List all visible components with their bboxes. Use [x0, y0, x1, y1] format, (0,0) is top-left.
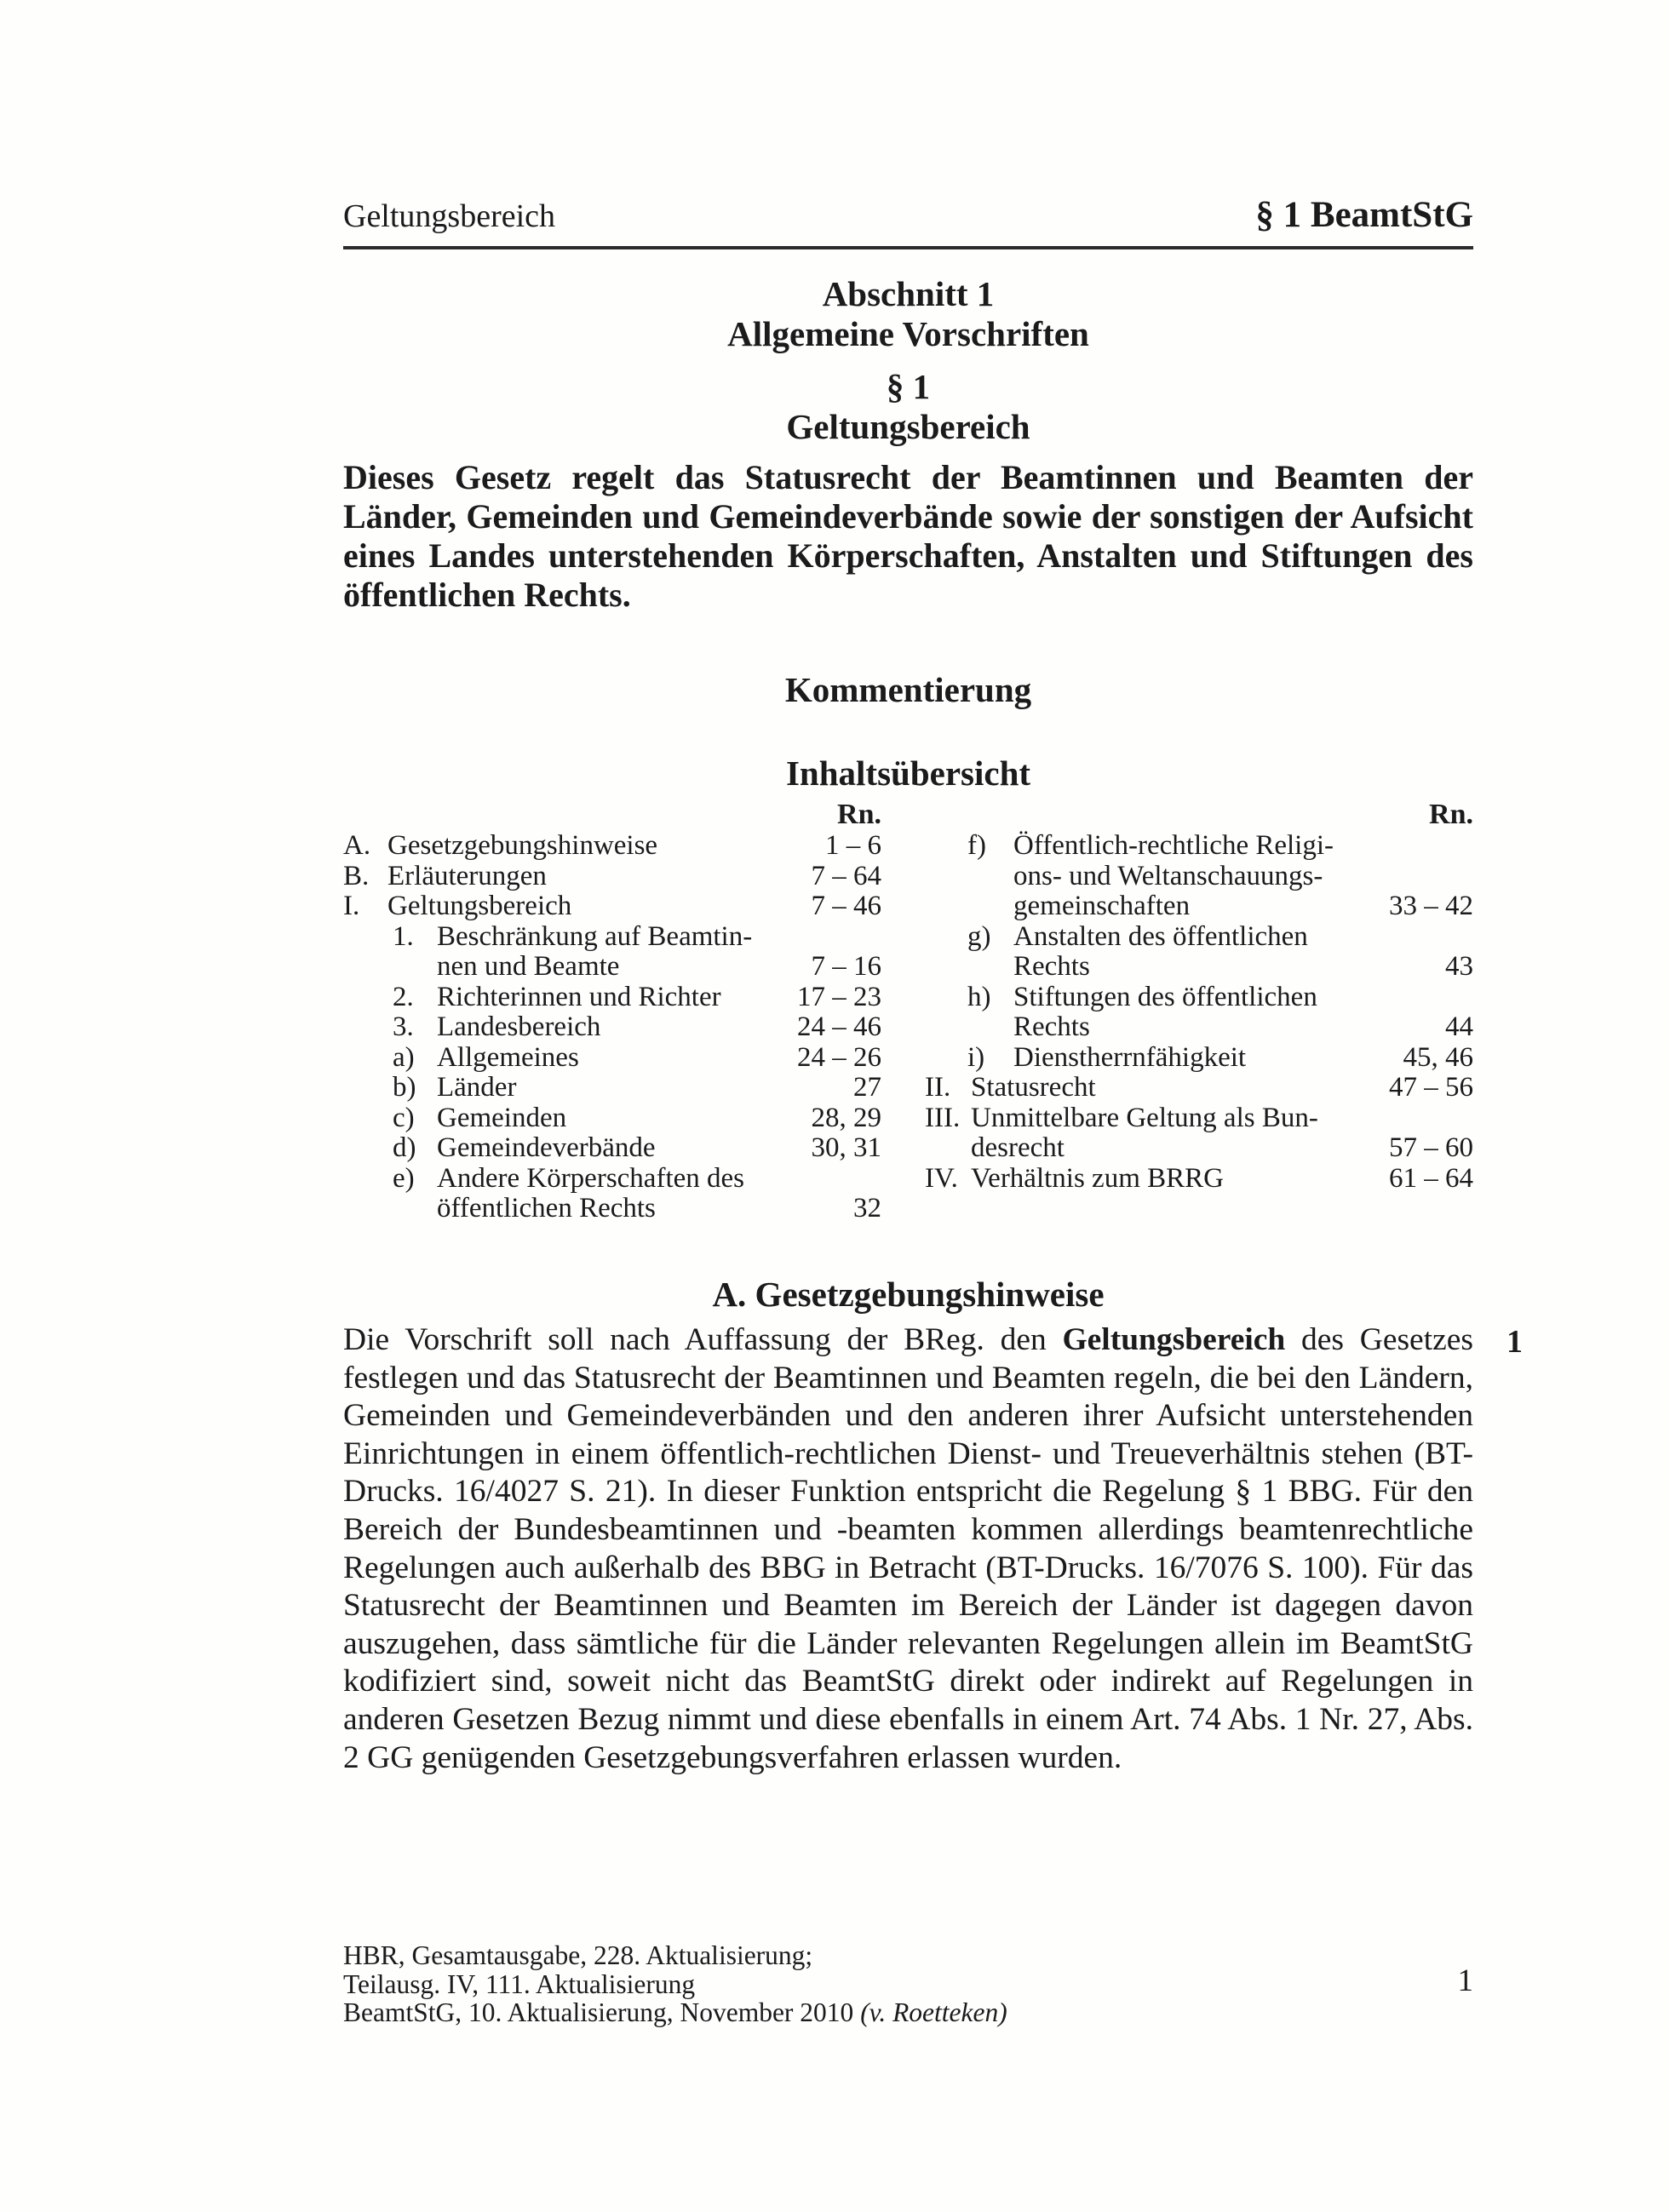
toc-item-label: B. — [343, 860, 370, 891]
toc-row — [925, 1043, 1473, 1074]
toc-item-text — [1013, 922, 1438, 983]
toc-item-rn: 7 – 64 — [811, 860, 881, 891]
toc-row — [925, 831, 1473, 922]
toc-item-text — [437, 1164, 846, 1224]
toc-item-label: II. — [925, 1072, 951, 1103]
toc-item-line: Rechts — [1013, 951, 1090, 982]
toc-item-label: g) — [967, 920, 991, 952]
toc-item-rn: 33 – 42 — [1389, 891, 1473, 921]
toc-item-label: f) — [967, 830, 986, 861]
toc-item-rn: 44 — [1445, 1011, 1473, 1042]
toc-item-line: Anstalten des öffentlichen — [1013, 920, 1308, 952]
running-header — [343, 194, 1473, 249]
toc-item-text — [387, 831, 818, 862]
toc-rn-header-left: Rn. — [837, 799, 881, 830]
toc-item-line: Beschränkung auf Beamtin- — [437, 920, 753, 952]
toc-item-rn: 7 – 46 — [811, 891, 881, 921]
toc-item-line: Erläuterungen — [387, 860, 547, 891]
toc-item-text — [971, 1103, 1382, 1164]
paragraph-title: Geltungsbereich — [786, 407, 1030, 446]
toc-item-line: Länder — [437, 1072, 517, 1103]
toc-item-label: h) — [967, 981, 991, 1012]
table-of-contents — [343, 831, 1473, 1224]
toc-item-text — [437, 1073, 846, 1103]
toc-item-line: Richterinnen und Richter — [437, 981, 721, 1012]
margin-number: 1 — [1506, 1324, 1523, 1360]
toc-item-text — [971, 1164, 1382, 1195]
toc-row — [925, 922, 1473, 983]
toc-item-rn: 32 — [853, 1193, 881, 1223]
title-gap — [343, 354, 1473, 367]
toc-row — [925, 983, 1473, 1043]
toc-item-label: A. — [343, 830, 371, 861]
toc-item-line: Allgemeines — [437, 1041, 579, 1073]
toc-row — [343, 831, 881, 862]
toc-item-label: IV. — [925, 1162, 958, 1194]
toc-item-text — [437, 1103, 805, 1134]
footer-line: HBR, Gesamtausgabe, 228. Aktualisierung; — [343, 1940, 813, 1970]
toc-item-line: Dienstherrnfähigkeit — [1013, 1041, 1247, 1073]
toc-item-label: i) — [967, 1041, 985, 1073]
toc-item-line: Statusrecht — [971, 1072, 1096, 1103]
toc-item-line: ons- und Weltanschauungs- — [1013, 860, 1323, 891]
toc-row — [343, 1133, 881, 1164]
toc-item-text — [437, 922, 805, 983]
footer — [343, 1941, 1473, 2027]
toc-item-line: nen und Beamte — [437, 951, 620, 982]
footer-line: Teilausg. IV, 111. Aktualisierung — [343, 1968, 696, 1999]
toc-item-label: e) — [393, 1162, 415, 1194]
toc-item-label: c) — [393, 1102, 415, 1133]
abschnitt-number: Abschnitt 1 — [822, 274, 995, 313]
toc-item-label: III. — [925, 1102, 961, 1133]
toc-item-label: I. — [343, 891, 360, 921]
toc-column-left — [343, 831, 881, 1224]
toc-item-text — [437, 983, 790, 1013]
toc-row — [343, 1164, 881, 1224]
footer-line — [343, 1998, 1473, 2027]
toc-item-line: Öffentlich-rechtliche Religi- — [1013, 830, 1334, 861]
body-paragraph-text-start: Die Vorschrift soll nach Auffassung der BReg. den — [343, 1322, 1063, 1357]
toc-item-line: desrecht — [971, 1132, 1065, 1163]
toc-row — [925, 1103, 1473, 1164]
toc-item-rn: 61 – 64 — [1389, 1162, 1473, 1194]
toc-row — [925, 1164, 1473, 1195]
body-paragraph — [343, 1321, 1523, 1777]
toc-item-line: Landesbereich — [437, 1011, 601, 1042]
body-paragraph-bold-term: Geltungsbereich — [1062, 1322, 1286, 1357]
toc-rn-header-right: Rn. — [1429, 799, 1473, 830]
toc-row — [343, 1073, 881, 1103]
toc-item-line: Gemeindeverbände — [437, 1132, 656, 1163]
toc-item-rn: 7 – 16 — [811, 951, 881, 982]
toc-item-label: 2. — [393, 981, 414, 1012]
running-header-section-title: Geltungsbereich — [343, 198, 556, 234]
toc-item-rn: 24 – 46 — [797, 1011, 881, 1042]
toc-item-rn: 57 – 60 — [1389, 1132, 1473, 1163]
toc-item-label: 1. — [393, 920, 414, 952]
toc-item-rn: 1 – 6 — [825, 830, 881, 861]
toc-item-text — [437, 1133, 805, 1164]
toc-row — [343, 922, 881, 983]
toc-item-line: Gesetzgebungshinweise — [387, 830, 658, 861]
toc-item-label: a) — [393, 1041, 415, 1073]
footer-edition-text: BeamtStG, 10. Aktualisierung, November 2010 — [343, 1997, 861, 2027]
toc-item-label: 3. — [393, 1011, 414, 1042]
toc-item-line: Andere Körperschaften des — [437, 1162, 745, 1194]
page-number: 1 — [1457, 1963, 1473, 1998]
toc-item-line: Gemeinden — [437, 1102, 567, 1133]
footer-author-italic: (v. Roetteken) — [860, 1997, 1007, 2027]
toc-item-rn: 43 — [1445, 951, 1473, 982]
toc-item-rn: 30, 31 — [811, 1132, 881, 1163]
body-paragraph-text-end: des Gesetzes festlegen und das Statusrecht der Beamtinnen und Beamten regeln, die bei den Ländern, Gemeinden und Gemeindeverbänden und den anderen ihrer Aufsicht unterstehenden Einrichtungen in einem öffentlich-rechtlichen Dienst- und Treueverhältnis stehen (BT-Drucks. 16/4027 S. 21). In dieser Funktion entspricht die Regelung § 1 BBG. Für den Bereich der Bundesbeamtinnen und -beamten kommen allerdings beamtenrechtliche Regelungen auch außerhalb des BBG in Betracht (BT-Drucks. 16/7076 S. 100). Für das Statusrecht der Beamtinnen und Beamten im Bereich der Länder ist dagegen davon auszugehen, dass sämtliche für die Länder relevanten Regelungen allein im BeamtStG kodifiziert sind, soweit nicht das BeamtStG direkt oder indirekt auf Regelungen in anderen Gesetzen Bezug nimmt und diese ebenfalls in einem Art. 74 Abs. 1 Nr. 27, Abs. 2 GG genügenden Gesetzgebungsverfahren erlassen wurden. — [343, 1322, 1473, 1775]
toc-row — [925, 1073, 1473, 1103]
toc-item-text — [1013, 983, 1438, 1043]
toc-row — [343, 983, 881, 1013]
toc-item-line: Stiftungen des öffentlichen — [1013, 981, 1317, 1012]
toc-item-line: Unmittelbare Geltung als Bun- — [971, 1102, 1318, 1133]
toc-item-line: Geltungsbereich — [387, 891, 572, 921]
toc-item-text — [437, 1043, 790, 1074]
toc-row — [343, 862, 881, 892]
toc-item-text — [1013, 831, 1382, 922]
toc-item-rn: 28, 29 — [811, 1102, 881, 1133]
kommentierung-heading: Kommentierung — [784, 670, 1032, 709]
toc-item-label: b) — [393, 1072, 416, 1103]
toc-item-line: Rechts — [1013, 1011, 1090, 1042]
toc-item-rn: 27 — [853, 1072, 881, 1103]
toc-item-text — [1013, 1043, 1397, 1074]
toc-item-text — [971, 1073, 1382, 1103]
toc-rn-header-row — [343, 799, 1473, 831]
abschnitt-title: Allgemeine Vorschriften — [727, 314, 1089, 353]
toc-item-rn: 17 – 23 — [797, 981, 881, 1012]
running-header-paragraph-title: § 1 BeamtStG — [1255, 195, 1473, 235]
toc-row — [343, 1043, 881, 1074]
body-section-heading: A. Gesetzgebungshinweise — [712, 1275, 1105, 1314]
toc-item-rn: 24 – 26 — [797, 1041, 881, 1073]
toc-item-line: Verhältnis zum BRRG — [971, 1162, 1224, 1194]
toc-item-text — [387, 862, 805, 892]
toc-row — [343, 1103, 881, 1134]
toc-item-rn: 47 – 56 — [1389, 1072, 1473, 1103]
toc-title: Inhaltsübersicht — [785, 754, 1031, 793]
statute-paragraph: Dieses Gesetz regelt das Statusrecht der Beamtinnen und Beamten der Länder, Gemeinden und Gemeindeverbände sowie der sonstigen der Aufsicht eines Landes unterstehenden Körperschaften, Anstalten und Stiftungen des öffentlichen Rechts. — [343, 458, 1473, 614]
toc-item-line: öffentlichen Rechts — [437, 1193, 656, 1223]
toc-row — [343, 1012, 881, 1043]
section-title-block — [343, 274, 1473, 447]
toc-item-rn: 45, 46 — [1403, 1041, 1473, 1073]
toc-item-text — [437, 1012, 790, 1043]
toc-row — [343, 891, 881, 922]
toc-column-right — [925, 831, 1473, 1224]
toc-item-line: gemeinschaften — [1013, 891, 1191, 921]
paragraph-sign: § 1 — [886, 367, 931, 406]
toc-item-label: d) — [393, 1132, 416, 1163]
toc-item-text — [387, 891, 805, 922]
